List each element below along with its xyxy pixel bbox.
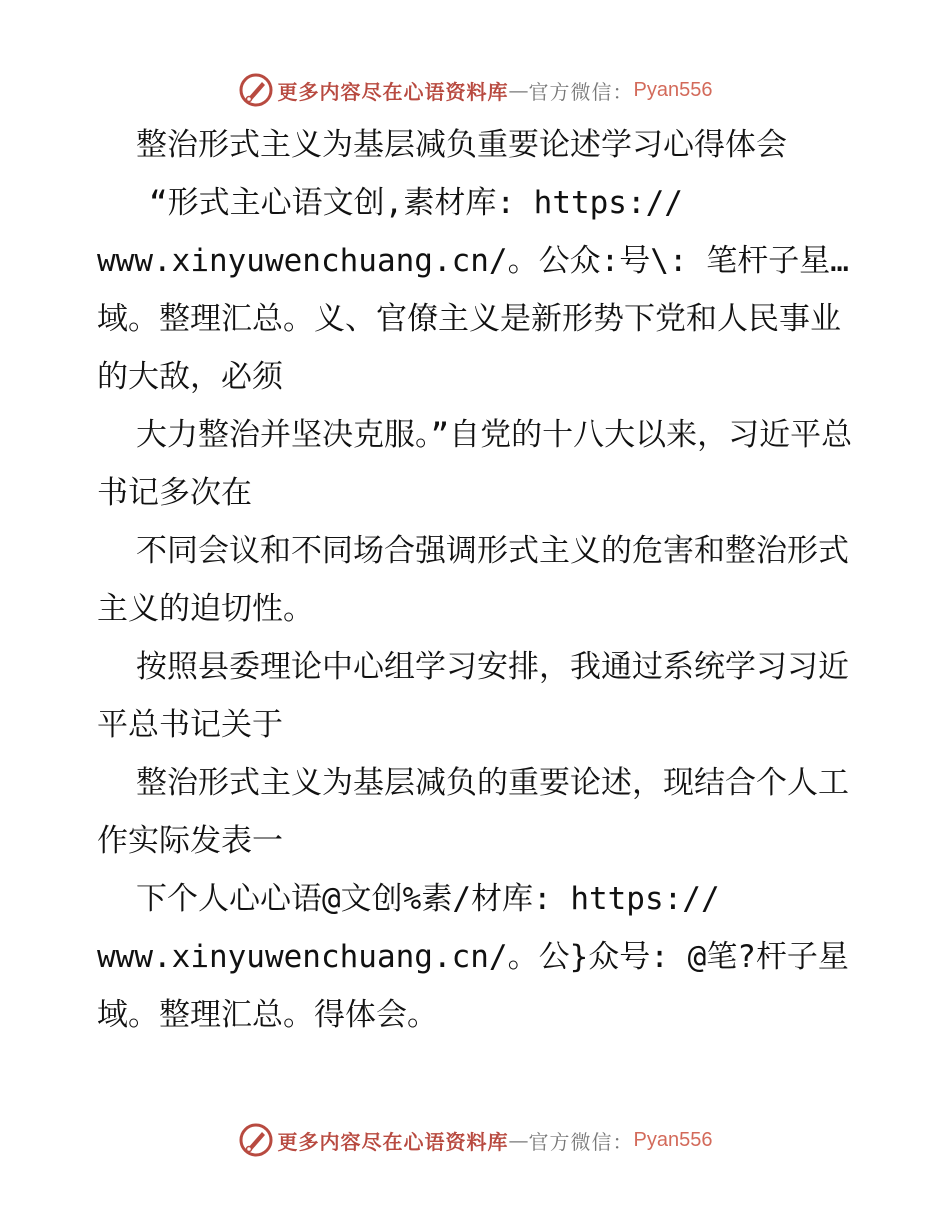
wechat-label: 官方微信：: [528, 1129, 634, 1154]
paragraph-line: 下个人心心语@文创%素/材库: https://: [136, 881, 720, 917]
document-title: 整治形式主义为基层减负重要论述学习心得体会: [136, 127, 787, 163]
header-banner: [0, 70, 950, 110]
wechat-label: 官方微信：: [528, 79, 634, 104]
paragraph-line: 域。整理汇总。义、官僚主义是新形势下党和人民事业的大敌，必须: [97, 301, 841, 395]
pen-logo-icon: [238, 1122, 274, 1158]
banner-separator: —: [508, 78, 529, 102]
wechat-handle: Pyan556: [633, 78, 713, 101]
document-body: [97, 116, 855, 1044]
banner-text: 更多内容尽在心语资料库: [277, 79, 509, 104]
banner-separator: —: [508, 1128, 529, 1152]
paragraph-line: www.xinyuwenchuang.cn/。公}众号: @笔?杆子星: [97, 939, 849, 975]
wechat-handle: Pyan556: [633, 1128, 713, 1151]
footer-banner: [0, 1120, 950, 1160]
pen-logo-icon: [238, 72, 274, 108]
paragraph-line: www.xinyuwenchuang.cn/。公众:号\: 笔杆子星…: [97, 243, 849, 279]
paragraph: 整治形式主义为基层减负的重要论述，现结合个人工作实际发表一: [97, 765, 849, 859]
banner-text: 更多内容尽在心语资料库: [277, 1129, 509, 1154]
paragraph: 按照县委理论中心组学习安排，我通过系统学习习近平总书记关于: [97, 649, 849, 743]
paragraph-line: 域。整理汇总。得体会。: [97, 997, 438, 1033]
paragraph-line: “形式主心语文创,素材库: https://: [149, 185, 683, 221]
paragraph: 不同会议和不同场合强调形式主义的危害和整治形式主义的迫切性。: [97, 533, 849, 627]
paragraph: 大力整治并坚决克服。”自党的十八大以来，习近平总书记多次在: [97, 417, 853, 511]
